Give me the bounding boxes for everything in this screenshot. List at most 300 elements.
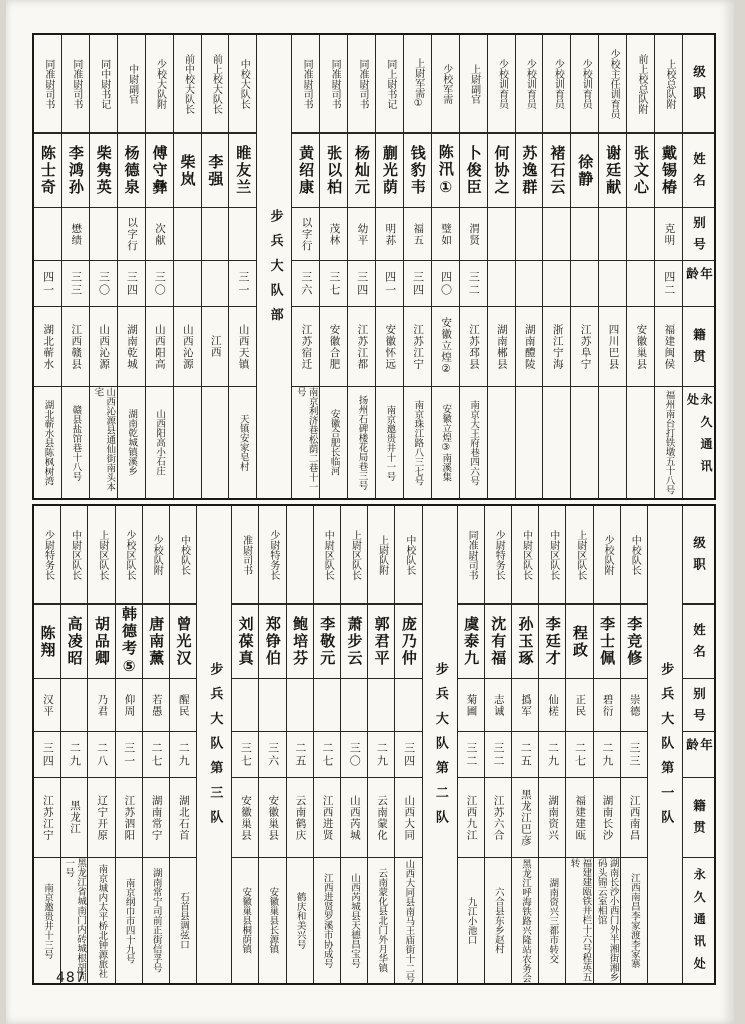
alias-cell: [512, 679, 538, 732]
origin-cell-text: 湖南醴陵: [523, 323, 536, 370]
age-cell-text: 二九: [600, 741, 614, 768]
rank-cell-text: 同准尉司书: [356, 58, 368, 109]
section-divider-column: [256, 35, 291, 498]
age-cell: [174, 261, 201, 307]
age-cell-text: 三一: [122, 741, 136, 768]
rank-cell-text: 前上校总队附: [636, 53, 648, 114]
origin-cell: [314, 778, 340, 858]
rank-cell: [174, 35, 201, 134]
address-cell-text: 南京大王府巷四六号: [468, 399, 480, 486]
age-cell: [539, 732, 565, 778]
origin-cell: [34, 778, 60, 858]
rank-cell: [34, 506, 60, 605]
origin-cell-text: 安徽巢县: [635, 323, 648, 370]
alias-cell-text: 正民: [574, 693, 587, 717]
address-cell: [62, 387, 89, 498]
section-title: 步兵大队第三队: [207, 662, 223, 835]
name-cell: [292, 134, 319, 208]
address-cell: [143, 858, 169, 983]
rank-cell: [341, 506, 367, 605]
origin-cell: [543, 307, 570, 387]
name-cell: [174, 134, 201, 208]
origin-cell: [229, 307, 256, 387]
age-cell: [516, 261, 543, 307]
person-column: [319, 35, 347, 498]
rank-cell: [34, 35, 61, 134]
origin-cell: [395, 778, 421, 858]
name-cell: [232, 605, 258, 679]
age-cell-text: 三一: [237, 270, 251, 297]
alias-cell: [202, 208, 229, 261]
alias-cell-text: 璧如: [440, 222, 453, 246]
address-cell: [61, 858, 87, 983]
person-column: [61, 35, 89, 498]
rank-cell-text: 同准尉司书: [329, 58, 341, 109]
person-column: [459, 35, 487, 498]
rank-cell-text: 中尉区队长: [69, 529, 81, 580]
name-cell-text: 萧步云: [345, 616, 364, 667]
address-cell-text: 九江小池口: [465, 896, 477, 945]
origin-cell: [655, 307, 682, 387]
origin-cell: [539, 778, 565, 858]
name-cell-text: 庞乃仲: [399, 616, 418, 667]
name-cell: [516, 134, 543, 208]
age-cell-text: 四〇: [439, 270, 453, 297]
alias-cell: [460, 208, 487, 261]
rank-cell-text: 少尉特务长: [42, 529, 54, 580]
alias-cell-text: 克明: [663, 222, 676, 246]
origin-cell-text: 江西赣县: [70, 323, 83, 370]
origin-cell: [627, 307, 654, 387]
address-cell-text: 安徽巢县长源镇: [267, 887, 279, 954]
name-cell: [314, 605, 340, 679]
origin-cell-text: 湖北蕲水: [42, 323, 55, 370]
age-cell: [202, 261, 229, 307]
alias-cell: [259, 679, 285, 732]
age-cell: [571, 261, 598, 307]
name-cell-text: 郑铮伯: [263, 616, 282, 667]
name-cell-text: 傅守彝: [150, 145, 169, 196]
age-cell: [88, 732, 114, 778]
column-headers: [682, 35, 714, 498]
section-divider-column: [422, 506, 457, 983]
origin-cell-text: 山西沁源: [98, 323, 111, 370]
rank-cell-text: 同准尉司书: [466, 529, 478, 580]
name-cell-text: 戴锡椿: [659, 145, 678, 196]
name-cell-text: 张以柏: [325, 145, 344, 196]
address-cell-text: 安徽立煌③南溪集: [440, 403, 452, 482]
age-cell-text: 三四: [355, 270, 369, 297]
alias-cell: [566, 679, 592, 732]
address-cell: [543, 387, 570, 498]
rank-cell-text: 同准尉司书: [42, 58, 54, 109]
address-cell: [314, 858, 340, 983]
address-cell-text: 山西大同县南马王庙街十二号: [403, 858, 415, 983]
age-cell-text: 二九: [375, 741, 389, 768]
age-cell: [488, 261, 515, 307]
section-title-cell: [197, 506, 231, 983]
column-header-label: 别号: [691, 686, 707, 730]
alias-cell: [341, 679, 367, 732]
name-cell: [566, 605, 592, 679]
age-cell-text: 四二: [662, 270, 676, 297]
address-cell: [627, 387, 654, 498]
name-cell: [599, 134, 626, 208]
origin-cell: [599, 307, 626, 387]
rank-cell-text: 少校队附: [151, 534, 163, 575]
alias-cell: [34, 679, 60, 732]
address-cell-text: 福州南台打铁墩五十八号: [663, 390, 675, 495]
rank-cell-text: 上尉区队长: [574, 529, 586, 580]
name-cell: [341, 605, 367, 679]
alias-cell: [348, 208, 375, 261]
alias-cell-text: 汉平: [41, 693, 54, 717]
address-cell: [432, 387, 459, 498]
person-column: [570, 35, 598, 498]
rank-cell: [543, 35, 570, 134]
column-header-label: 别号: [691, 215, 707, 259]
alias-cell: [229, 208, 256, 261]
alias-cell: [404, 208, 431, 261]
address-cell-text: 扬州石碑楼花局巷三号: [356, 395, 368, 490]
column-header-label: 级职: [691, 65, 707, 108]
rank-cell: [61, 506, 87, 605]
name-cell: [62, 134, 89, 208]
alias-cell: [320, 208, 347, 261]
person-column: [258, 506, 285, 983]
alias-cell-text: 碧衍: [601, 693, 614, 717]
column-header-label: 永久通讯处: [692, 868, 707, 979]
age-cell: [90, 261, 117, 307]
origin-cell: [174, 307, 201, 387]
age-cell: [232, 732, 258, 778]
alias-cell: [539, 679, 565, 732]
age-cell-text: 三七: [327, 270, 341, 297]
section-title-cell: [648, 506, 682, 983]
age-cell: [320, 261, 347, 307]
address-cell-text: 湖南常宁司前正街信孚号: [150, 868, 162, 973]
age-cell: [34, 261, 61, 307]
age-cell: [458, 732, 484, 778]
person-column: [231, 506, 258, 983]
address-cell-text: 南京利济巷松荫二巷十一号: [294, 387, 318, 492]
person-column: [538, 506, 565, 983]
rank-cell-text: 中尉区队长: [322, 529, 334, 580]
rank-cell: [485, 506, 511, 605]
alias-cell: [292, 208, 319, 261]
name-cell-text: 孙玉琢: [516, 616, 535, 667]
rank-cell: [404, 35, 431, 134]
address-cell-text: 湖北蕲水县陈枫树湾: [42, 399, 54, 486]
age-cell-text: 三七: [239, 741, 253, 768]
age-cell-text: 二五: [519, 741, 533, 768]
name-cell-text: 谢廷献: [604, 145, 623, 196]
name-cell-text: 苏逸群: [520, 145, 539, 196]
name-cell: [34, 605, 60, 679]
section-title: 步兵大队部: [267, 208, 283, 333]
origin-cell: [320, 307, 347, 387]
column-header-cell: [683, 307, 714, 387]
name-cell: [627, 134, 654, 208]
column-header-label: 姓名: [691, 623, 707, 666]
origin-cell: [34, 307, 61, 387]
alias-cell: [516, 208, 543, 261]
alias-cell: [571, 208, 598, 261]
name-cell: [170, 605, 196, 679]
roster-table-top: [32, 33, 716, 500]
address-cell-text: 鹤庆和美兴号: [294, 892, 306, 949]
age-cell-text: 三三: [628, 741, 642, 768]
rank-cell: [146, 35, 173, 134]
alias-cell-text: 次献: [154, 222, 167, 246]
alias-cell-text: 志诚: [492, 693, 505, 717]
rank-cell-text: 少校大队附: [154, 58, 166, 109]
alias-cell: [287, 679, 313, 732]
alias-cell: [174, 208, 201, 261]
origin-cell-text: 江苏阜宁: [579, 323, 592, 370]
person-column: [115, 506, 142, 983]
age-cell-text: 三二: [492, 741, 506, 768]
name-cell: [458, 605, 484, 679]
alias-cell: [458, 679, 484, 732]
person-column: [145, 35, 173, 498]
alias-cell: [90, 208, 117, 261]
address-cell: [539, 858, 565, 983]
person-column: [431, 35, 459, 498]
address-cell: [170, 858, 196, 983]
age-cell: [566, 732, 592, 778]
name-cell-text: 韩德考⑤: [120, 606, 139, 677]
name-cell-text: 曾光汉: [174, 616, 193, 667]
origin-cell-text: 湖南乾城: [126, 323, 138, 370]
section-title: 步兵大队第一队: [658, 662, 674, 835]
address-cell: [566, 858, 592, 983]
age-cell: [404, 261, 431, 307]
rank-cell: [314, 506, 340, 605]
origin-cell-text: 江西进贤: [321, 794, 334, 841]
rank-cell: [488, 35, 515, 134]
name-cell: [655, 134, 682, 208]
origin-cell: [404, 307, 431, 387]
origin-cell-text: 江西九江: [465, 794, 478, 841]
address-cell-text: 南京城内太平桥北钟源旅社: [96, 863, 108, 978]
name-cell-text: 何协之: [492, 145, 511, 196]
origin-cell-text: 云南蒙化: [376, 794, 389, 841]
age-cell-text: 三〇: [97, 270, 111, 297]
address-cell: [376, 387, 403, 498]
alias-cell-text: 渭贤: [468, 222, 481, 246]
address-cell-text: 云南蒙化县北门外月华镇: [376, 868, 388, 973]
person-column: [340, 506, 367, 983]
alias-cell: [599, 208, 626, 261]
origin-cell-text: 江苏江宁: [41, 794, 54, 841]
alias-cell-text: 若愚: [150, 693, 163, 717]
address-cell: [395, 858, 421, 983]
alias-cell: [314, 679, 340, 732]
origin-cell-text: 江苏宿迁: [300, 323, 313, 370]
age-cell-text: 三二: [464, 741, 478, 768]
origin-cell: [516, 307, 543, 387]
person-column: [228, 35, 256, 498]
person-column: [403, 35, 431, 498]
address-cell-text: 福建建瓯铁井栏十六号程英五转: [568, 858, 592, 982]
address-cell-text: 黑龙江呼海铁路兴隆站农务会: [520, 858, 532, 983]
rank-cell-text: 少校军需: [440, 63, 452, 104]
age-cell-text: 三三: [69, 270, 83, 297]
address-cell-text: 安徽合肥长临河: [328, 409, 340, 476]
origin-cell-text: 安徽立煌②: [440, 317, 453, 376]
name-cell: [368, 605, 394, 679]
alias-cell: [376, 208, 403, 261]
age-cell: [62, 261, 89, 307]
rank-cell: [118, 35, 145, 134]
name-cell: [512, 605, 538, 679]
age-cell: [655, 261, 682, 307]
alias-cell-text: 仰周: [123, 693, 136, 717]
origin-cell: [341, 778, 367, 858]
age-cell: [287, 732, 313, 778]
age-cell-text: 三〇: [153, 270, 167, 297]
address-cell: [292, 387, 319, 498]
column-header-label: 级职: [691, 536, 707, 579]
column-header-cell: [683, 134, 714, 208]
rank-cell-text: 中尉副官: [126, 63, 138, 104]
alias-cell-text: 仙槎: [547, 693, 560, 717]
age-cell-text: 二九: [68, 741, 82, 768]
person-column: [375, 35, 403, 498]
origin-cell: [512, 778, 538, 858]
rank-cell-text: 中尉区队长: [520, 529, 532, 580]
rank-cell: [432, 35, 459, 134]
address-cell: [174, 387, 201, 498]
name-cell-text: 黄绍康: [297, 145, 316, 196]
rank-cell-text: 同准尉司书: [70, 58, 82, 109]
name-cell-text: 杨德泉: [122, 145, 141, 196]
column-header-cell: [683, 387, 714, 498]
name-cell-text: 褚石云: [548, 145, 567, 196]
alias-cell: [627, 208, 654, 261]
alias-cell-text: 崇德: [628, 693, 641, 717]
rank-cell: [170, 506, 196, 605]
origin-cell: [432, 307, 459, 387]
section-title-cell: [423, 506, 457, 983]
origin-cell-text: 湖南郴县: [495, 323, 508, 370]
name-cell-text: 卜俊臣: [464, 145, 483, 196]
address-cell-text: 南京珠江路八三七号: [412, 399, 424, 486]
address-cell: [341, 858, 367, 983]
address-cell: [34, 387, 61, 498]
age-cell: [61, 732, 87, 778]
address-cell: [368, 858, 394, 983]
rank-cell-text: 同准尉司书: [301, 58, 313, 109]
age-cell-text: 三四: [402, 741, 416, 768]
age-cell: [118, 261, 145, 307]
rank-cell: [655, 35, 682, 134]
name-cell-text: 徐静: [576, 153, 595, 188]
age-cell-text: 三〇: [348, 741, 362, 768]
name-cell: [404, 134, 431, 208]
origin-cell: [146, 307, 173, 387]
age-cell: [594, 732, 620, 778]
name-cell: [539, 605, 565, 679]
address-cell-text: 六合县东乡赵村: [492, 887, 504, 954]
alias-cell: [395, 679, 421, 732]
origin-cell: [376, 307, 403, 387]
rank-cell: [376, 35, 403, 134]
rank-cell: [88, 506, 114, 605]
origin-cell-text: 江苏江宁: [412, 323, 425, 370]
name-cell-text: 陈士奇: [38, 145, 57, 196]
origin-cell-text: 山西天镇: [237, 323, 250, 370]
age-cell-text: 二九: [177, 741, 191, 768]
rank-cell: [116, 506, 142, 605]
name-cell-text: 蒯光荫: [380, 145, 399, 196]
age-cell-text: 二八: [95, 741, 109, 768]
address-cell: [571, 387, 598, 498]
address-cell: [88, 858, 114, 983]
origin-cell: [170, 778, 196, 858]
page-number: 487: [56, 970, 86, 986]
age-cell-text: 三六: [299, 270, 313, 297]
person-column: [117, 35, 145, 498]
column-header-cell: [683, 506, 714, 605]
age-cell: [116, 732, 142, 778]
person-column: [484, 506, 511, 983]
name-cell-text: 鲍培芬: [291, 616, 310, 667]
rank-cell: [259, 506, 285, 605]
person-column: [34, 506, 60, 983]
rank-cell-text: 中校队长: [629, 534, 641, 575]
column-header-cell: [683, 858, 714, 983]
age-cell-text: 三四: [411, 270, 425, 297]
rank-cell-text: 上尉副官: [468, 63, 480, 104]
person-column: [89, 35, 117, 498]
address-cell: [232, 858, 258, 983]
address-cell: [348, 387, 375, 498]
alias-cell-text: 懋绩: [70, 222, 83, 246]
origin-cell: [460, 307, 487, 387]
address-cell: [34, 858, 60, 983]
origin-cell: [594, 778, 620, 858]
rank-cell-text: 少校主任训育员: [608, 48, 620, 119]
person-column: [565, 506, 592, 983]
rank-cell-text: 中校大队长: [238, 58, 250, 109]
address-cell: [90, 387, 117, 498]
rank-cell-text: 中校队长: [178, 534, 190, 575]
origin-cell-text: 湖北石首: [177, 794, 190, 841]
origin-cell-text: 安徽巢县: [240, 794, 253, 841]
address-cell-text: 江西南昌李家渡李家寨: [628, 873, 640, 968]
name-cell-text: 虞泰九: [462, 616, 481, 667]
rank-cell-text: 少校区队长: [124, 529, 136, 580]
rank-cell-text: 前上校大队长: [210, 53, 222, 114]
person-column: [34, 35, 61, 498]
name-cell-text: 程政: [570, 624, 589, 659]
name-cell: [395, 605, 421, 679]
alias-cell: [232, 679, 258, 732]
origin-cell: [116, 778, 142, 858]
name-cell: [202, 134, 229, 208]
rank-cell: [566, 506, 592, 605]
age-cell-text: 三四: [125, 270, 139, 297]
address-cell: [146, 387, 173, 498]
person-column: [515, 35, 543, 498]
alias-cell: [61, 679, 87, 732]
origin-cell-text: 福建闽侯: [663, 323, 676, 370]
rank-cell: [627, 35, 654, 134]
name-cell: [320, 134, 347, 208]
origin-cell: [621, 778, 647, 858]
